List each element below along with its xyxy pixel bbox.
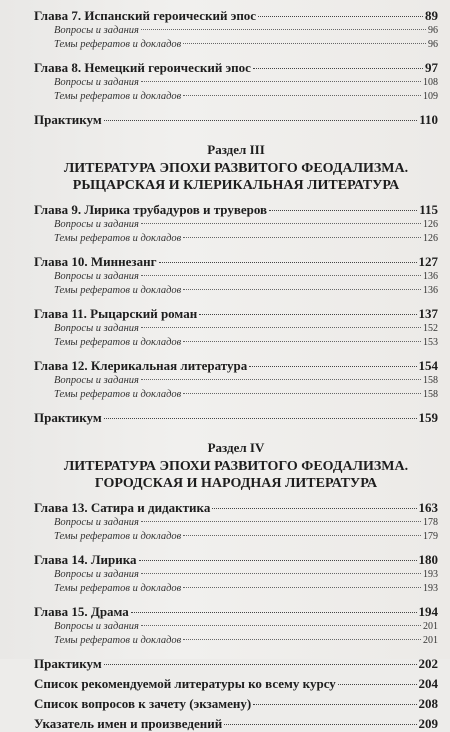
toc-chapter-7 xyxy=(34,8,438,24)
section-title: ЛИТЕРАТУРА ЭПОХИ РАЗВИТОГО ФЕОДАЛИЗМА. xyxy=(63,161,409,176)
toc-practicum: Практикум 202 xyxy=(34,656,438,671)
toc-subentry: Темы рефератов и докладов 179 xyxy=(54,531,438,542)
section-label: Раздел III xyxy=(207,142,265,157)
toc-subentry: Темы рефератов и докладов 136 xyxy=(54,285,438,296)
toc-subentry: Вопросы и задания 108 xyxy=(54,77,438,88)
page-number: 194 xyxy=(418,604,438,619)
toc-subentry: Темы рефератов и докладов 96 xyxy=(54,39,438,50)
toc-subentry: Вопросы и задания 178 xyxy=(54,517,438,528)
toc-subentry: Вопросы и задания 126 xyxy=(54,219,438,230)
toc-chapter-15 xyxy=(34,604,438,620)
chapter-title: Глава 7. Испанский героический эпос xyxy=(34,8,257,23)
toc-practicum: Практикум 110 xyxy=(34,112,438,127)
chapter-title: Глава 15. Драма xyxy=(34,604,129,619)
toc-subentry: Вопросы и задания 136 xyxy=(54,271,438,282)
table-of-contents xyxy=(34,8,438,732)
page-number: 180 xyxy=(418,552,438,567)
toc-subentry: Вопросы и задания 158 xyxy=(54,375,438,386)
toc-subentry: Вопросы и задания 193 xyxy=(54,569,438,580)
toc-chapter-12 xyxy=(34,358,438,374)
chapter-title: Глава 12. Клерикальная литература xyxy=(34,358,248,373)
dot-leader xyxy=(253,68,423,69)
section-title: РЫЦАРСКАЯ И КЛЕРИКАЛЬНАЯ ЛИТЕРАТУРА xyxy=(72,178,400,193)
chapter-title: Глава 10. Миннезанг xyxy=(34,254,157,269)
toc-chapter-8 xyxy=(34,60,438,76)
toc-chapter-10 xyxy=(34,254,438,270)
chapter-title: Глава 9. Лирика трубадуров и труверов xyxy=(34,202,268,217)
chapter-title: Глава 13. Сатира и дидактика xyxy=(34,500,211,515)
toc-exam-questions: Список вопросов к зачету (экзамену) 208 xyxy=(34,696,438,711)
page-number: 115 xyxy=(419,202,438,217)
dot-leader xyxy=(258,16,423,17)
toc-reading-list: Список рекомендуемой литературы ко всему курсу 204 xyxy=(34,676,438,691)
page-number: 89 xyxy=(425,8,438,23)
chapter-title: Глава 8. Немецкий героический эпос xyxy=(34,60,251,75)
toc-subentry: Темы рефератов и докладов 153 xyxy=(54,337,438,348)
section-label: Раздел IV xyxy=(207,440,265,455)
toc-subentry: Темы рефератов и докладов 193 xyxy=(54,583,438,594)
toc-practicum: Практикум 159 xyxy=(34,410,438,425)
page-number: 154 xyxy=(418,358,438,373)
toc-subentry: Вопросы и задания 152 xyxy=(54,323,438,334)
toc-index: Указатель имен и произведений 209 xyxy=(34,716,438,731)
toc-subentry: Темы рефератов и докладов 126 xyxy=(54,233,438,244)
section-title: ЛИТЕРАТУРА ЭПОХИ РАЗВИТОГО ФЕОДАЛИЗМА. xyxy=(63,459,409,474)
toc-chapter-9 xyxy=(34,202,438,218)
toc-subentry: Темы рефератов и докладов 109 xyxy=(54,91,438,102)
toc-subentry: Темы рефератов и докладов 201 xyxy=(54,635,438,646)
toc-subentry: Вопросы и задания 96 xyxy=(54,25,438,36)
chapter-title: Глава 14. Лирика xyxy=(34,552,137,567)
page-number: 127 xyxy=(418,254,438,269)
toc-subentry: Вопросы и задания 201 xyxy=(54,621,438,632)
chapter-title: Глава 11. Рыцарский роман xyxy=(34,306,198,321)
section-title: ГОРОДСКАЯ И НАРОДНАЯ ЛИТЕРАТУРА xyxy=(94,476,378,491)
page-number: 137 xyxy=(418,306,438,321)
toc-chapter-13 xyxy=(34,500,438,516)
toc-subentry: Темы рефератов и докладов 158 xyxy=(54,389,438,400)
page-number: 97 xyxy=(425,60,438,75)
toc-chapter-11 xyxy=(34,306,438,322)
toc-chapter-14 xyxy=(34,552,438,568)
page-number: 163 xyxy=(418,500,438,515)
